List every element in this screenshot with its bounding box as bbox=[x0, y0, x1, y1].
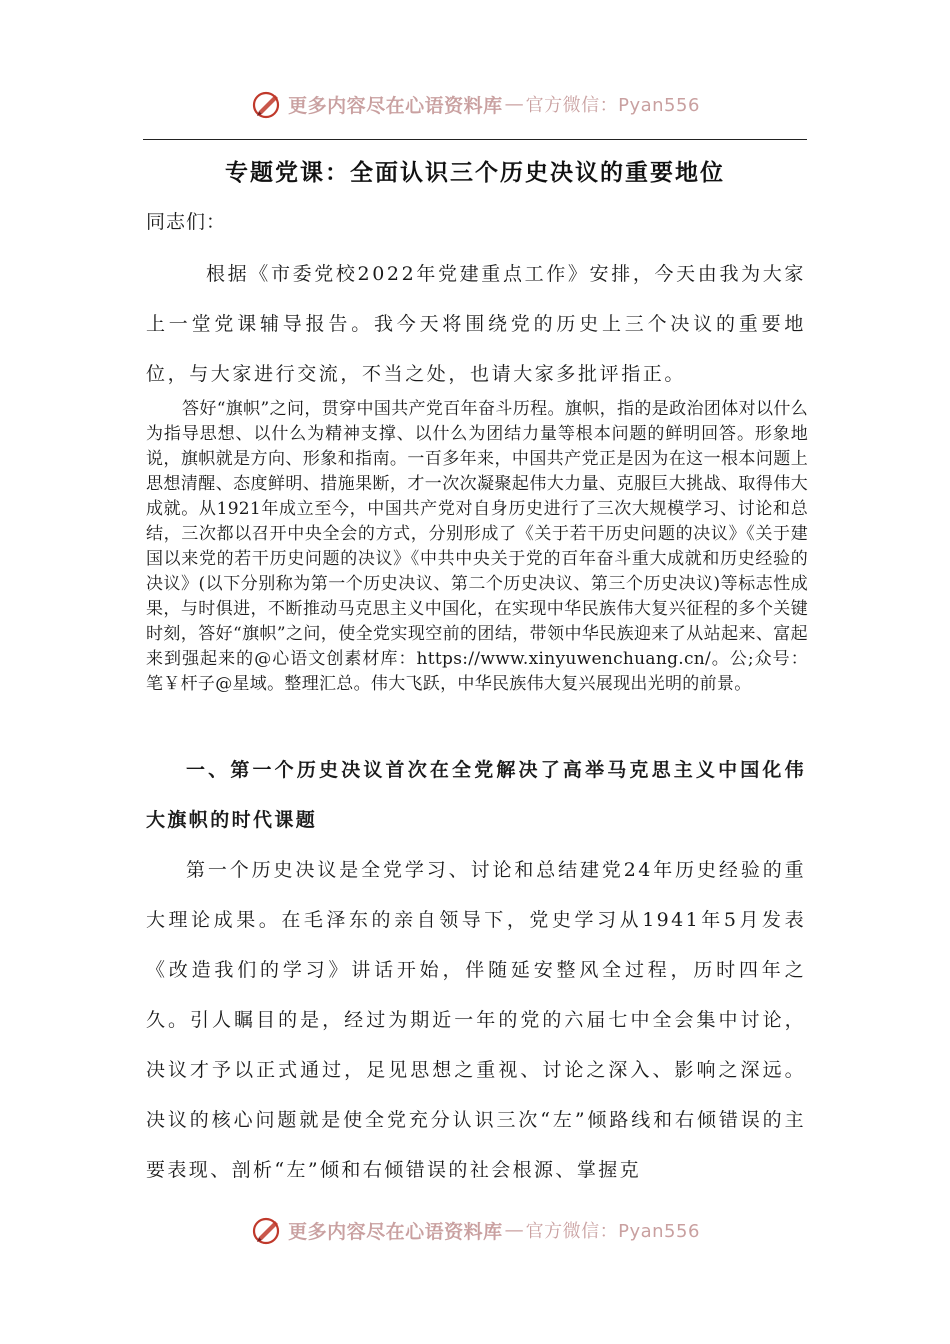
watermark-brand: 更多内容尽在心语资料库 bbox=[288, 94, 503, 117]
watermark-contact: 官方微信：Pyan556 bbox=[525, 1221, 700, 1242]
body-paragraph-flag: 答好“旗帜”之问，贯穿中国共产党百年奋斗历程。旗帜，指的是政治团体对以什么为指导思想、以什么为精神支撑、以什么为团结力量等根本问题的鲜明回答。形象地说，旗帜就是方向、形象和指南。一百多年来，中国共产党正是因为在这一根本问题上思想清醒、态度鲜明、措施果断，才一次次凝聚起伟大力量、克服巨大挑战、取得伟大成就。从1921年成立至今，中国共产党对自身历史进行了三次大规模学习、讨论和总结，三次都以召开中央全会的方式，分别形成了《关于若干历史问题的决议》《关于建国以来党的若干历史问题的决议》《中共中央关于党的百年奋斗重大成就和历史经验的决议》(以下分别称为第一个历史决议、第二个历史决议、第三个历史决议)等标志性成果，与时俱进，不断推动马克思主义中国化，在实现中华民族伟大复兴征程的多个关键时刻，答好“旗帜”之问，使全党实现空前的团结，带领中华民族迎来了从站起来、富起来到强起来的@心语文创素材库：https://www.xinyuwenchuang.cn/。公;众号：笔￥杆子@星域。整理汇总。伟大飞跃，中华民族伟大复兴展现出光明的前景。 bbox=[146, 399, 808, 694]
page-title: 专题党课：全面认识三个历史决议的重要地位 bbox=[225, 159, 725, 186]
watermark-brand: 更多内容尽在心语资料库 bbox=[288, 1220, 503, 1243]
intro-paragraph: 根据《市委党校2022年党建重点工作》安排，今天由我为大家上一堂党课辅导报告。我今天将围绕党的历史上三个决议的重要地位，与大家进行交流，不当之处，也请大家多批评指正。 bbox=[146, 263, 806, 385]
watermark-separator: — bbox=[504, 1219, 524, 1241]
body-paragraph-first-resolution: 第一个历史决议是全党学习、讨论和总结建党24年历史经验的重大理论成果。在毛泽东的亲自领导下，党史学习从1941年5月发表《改造我们的学习》讲话开始，伴随延安整风全过程，历时四年之久。引人瞩目的是，经过为期近一年的党的六届七中全会集中讨论，决议才予以正式通过，足见思想之重视、讨论之深入、影响之深远。决议的核心问题就是使全党充分认识三次“左”倾路线和右倾错误的主要表现、剖析“左”倾和右倾错误的社会根源、掌握克 bbox=[146, 859, 806, 1181]
pen-logo-icon bbox=[250, 1213, 284, 1247]
watermark-contact: 官方微信：Pyan556 bbox=[525, 95, 700, 116]
pen-logo-icon bbox=[250, 87, 284, 121]
footer-watermark bbox=[0, 1210, 950, 1250]
salutation: 同志们： bbox=[146, 211, 227, 233]
section-heading-1: 一、第一个历史决议首次在全党解决了高举马克思主义中国化伟大旗帜的时代课题 bbox=[146, 759, 806, 831]
header-divider bbox=[143, 139, 807, 140]
header-watermark bbox=[0, 84, 950, 124]
watermark-separator: — bbox=[504, 93, 524, 115]
